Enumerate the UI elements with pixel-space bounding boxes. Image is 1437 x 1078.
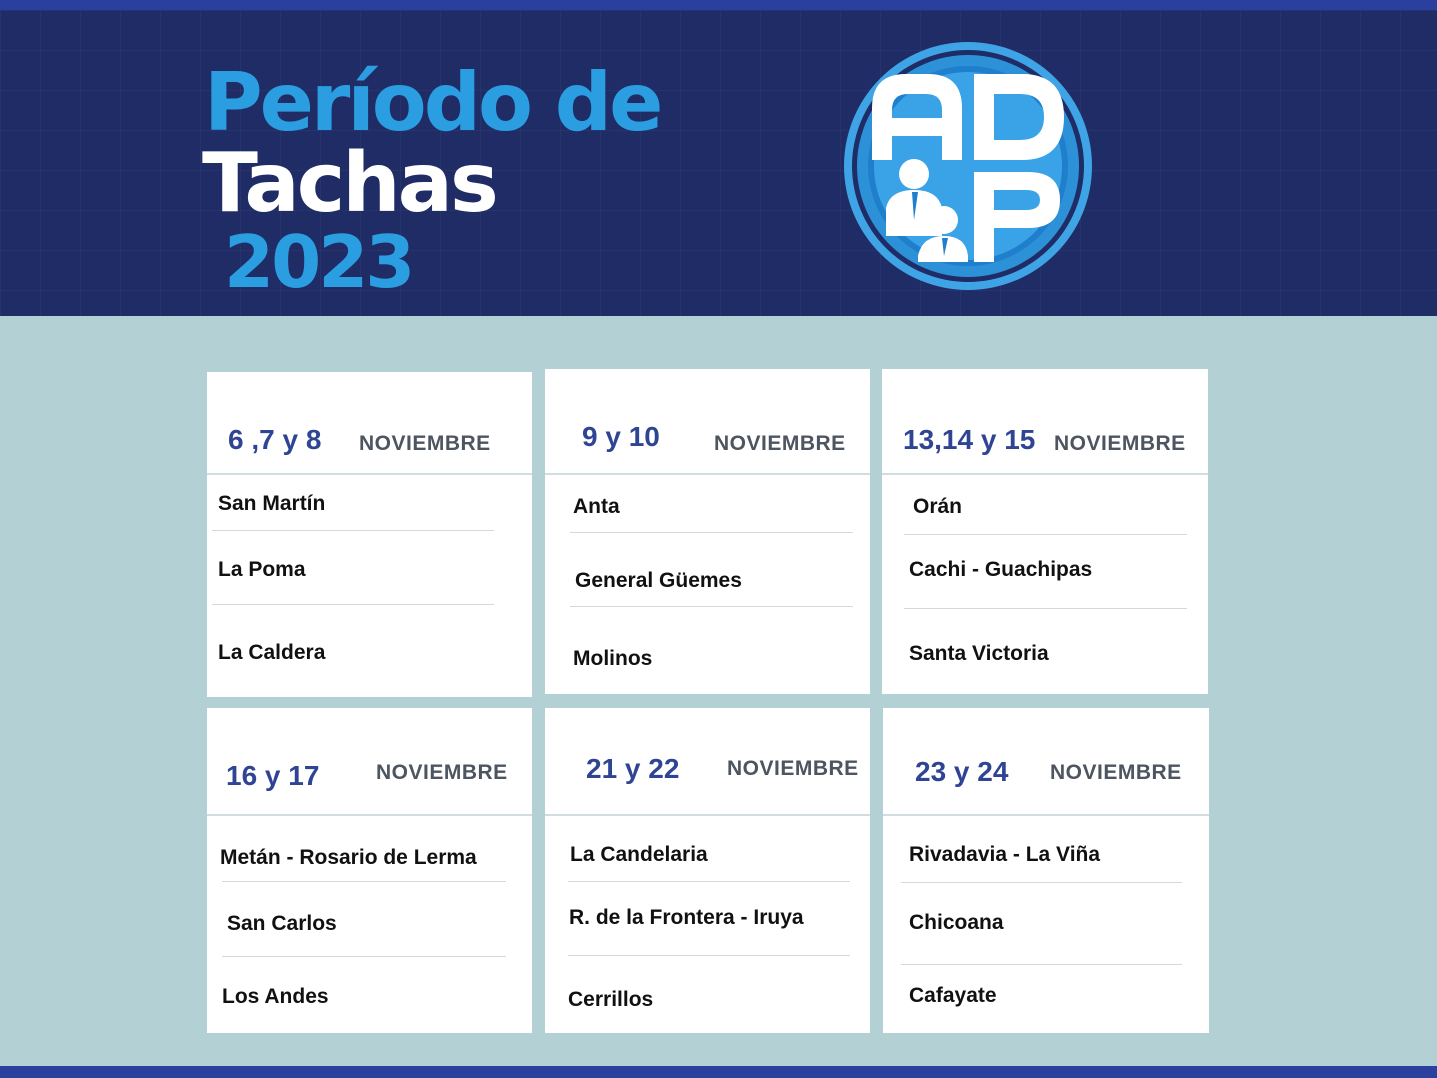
place-divider	[904, 608, 1187, 609]
place-divider	[212, 530, 494, 531]
adp-logo	[842, 40, 1094, 292]
card-month: NOVIEMBRE	[1050, 761, 1182, 784]
place-item: R. de la Frontera - Iruya	[569, 906, 804, 929]
place-item: Anta	[573, 495, 620, 518]
place-item: Los Andes	[222, 985, 329, 1008]
card-month: NOVIEMBRE	[376, 761, 508, 784]
place-divider	[901, 882, 1182, 883]
title-line-2: Tachas	[202, 136, 496, 231]
place-item: Rivadavia - La Viña	[909, 843, 1101, 866]
schedule-card-1	[207, 372, 532, 697]
top-accent-strip	[0, 0, 1437, 10]
place-divider	[212, 604, 494, 605]
place-item: Molinos	[573, 647, 653, 670]
place-divider	[222, 881, 506, 882]
schedule-card-4	[207, 708, 532, 1033]
place-item: Metán - Rosario de Lerma	[220, 846, 477, 869]
card-date: 9 y 10	[582, 421, 660, 452]
title-line-1: Período de	[204, 56, 661, 149]
card-header	[882, 369, 1208, 475]
place-divider	[901, 964, 1182, 965]
header-banner	[0, 10, 1437, 316]
place-item: San Carlos	[227, 912, 337, 935]
place-item: La Caldera	[218, 641, 326, 664]
place-item: Cachi - Guachipas	[909, 558, 1093, 581]
title-year: 2023	[224, 220, 413, 304]
schedule-card-3	[882, 369, 1208, 694]
place-item: Orán	[913, 495, 963, 518]
place-divider	[222, 956, 506, 957]
card-date: 6 ,7 y 8	[228, 424, 322, 455]
card-date: 21 y 22	[586, 753, 680, 784]
place-divider	[568, 955, 850, 956]
schedule-card-6	[883, 708, 1209, 1033]
schedule-card-2	[545, 369, 870, 694]
place-item: La Candelaria	[570, 843, 708, 866]
card-month: NOVIEMBRE	[359, 432, 491, 455]
card-month: NOVIEMBRE	[727, 757, 859, 780]
place-item: General Güemes	[575, 569, 742, 592]
place-item: La Poma	[218, 558, 306, 581]
card-date: 16 y 17	[226, 760, 320, 791]
card-date: 13,14 y 15	[903, 424, 1036, 455]
place-item: Cerrillos	[568, 988, 654, 1011]
bottom-accent-strip	[0, 1066, 1437, 1078]
place-divider	[570, 532, 853, 533]
place-item: Cafayate	[909, 984, 997, 1007]
card-month: NOVIEMBRE	[1054, 432, 1186, 455]
place-item: San Martín	[218, 492, 326, 515]
place-divider	[904, 534, 1187, 535]
place-item: Santa Victoria	[909, 642, 1049, 665]
schedule-card-5	[545, 708, 870, 1033]
card-date: 23 y 24	[915, 756, 1009, 787]
card-month: NOVIEMBRE	[714, 432, 846, 455]
place-divider	[568, 881, 850, 882]
place-item: Chicoana	[909, 911, 1004, 934]
place-divider	[570, 606, 853, 607]
